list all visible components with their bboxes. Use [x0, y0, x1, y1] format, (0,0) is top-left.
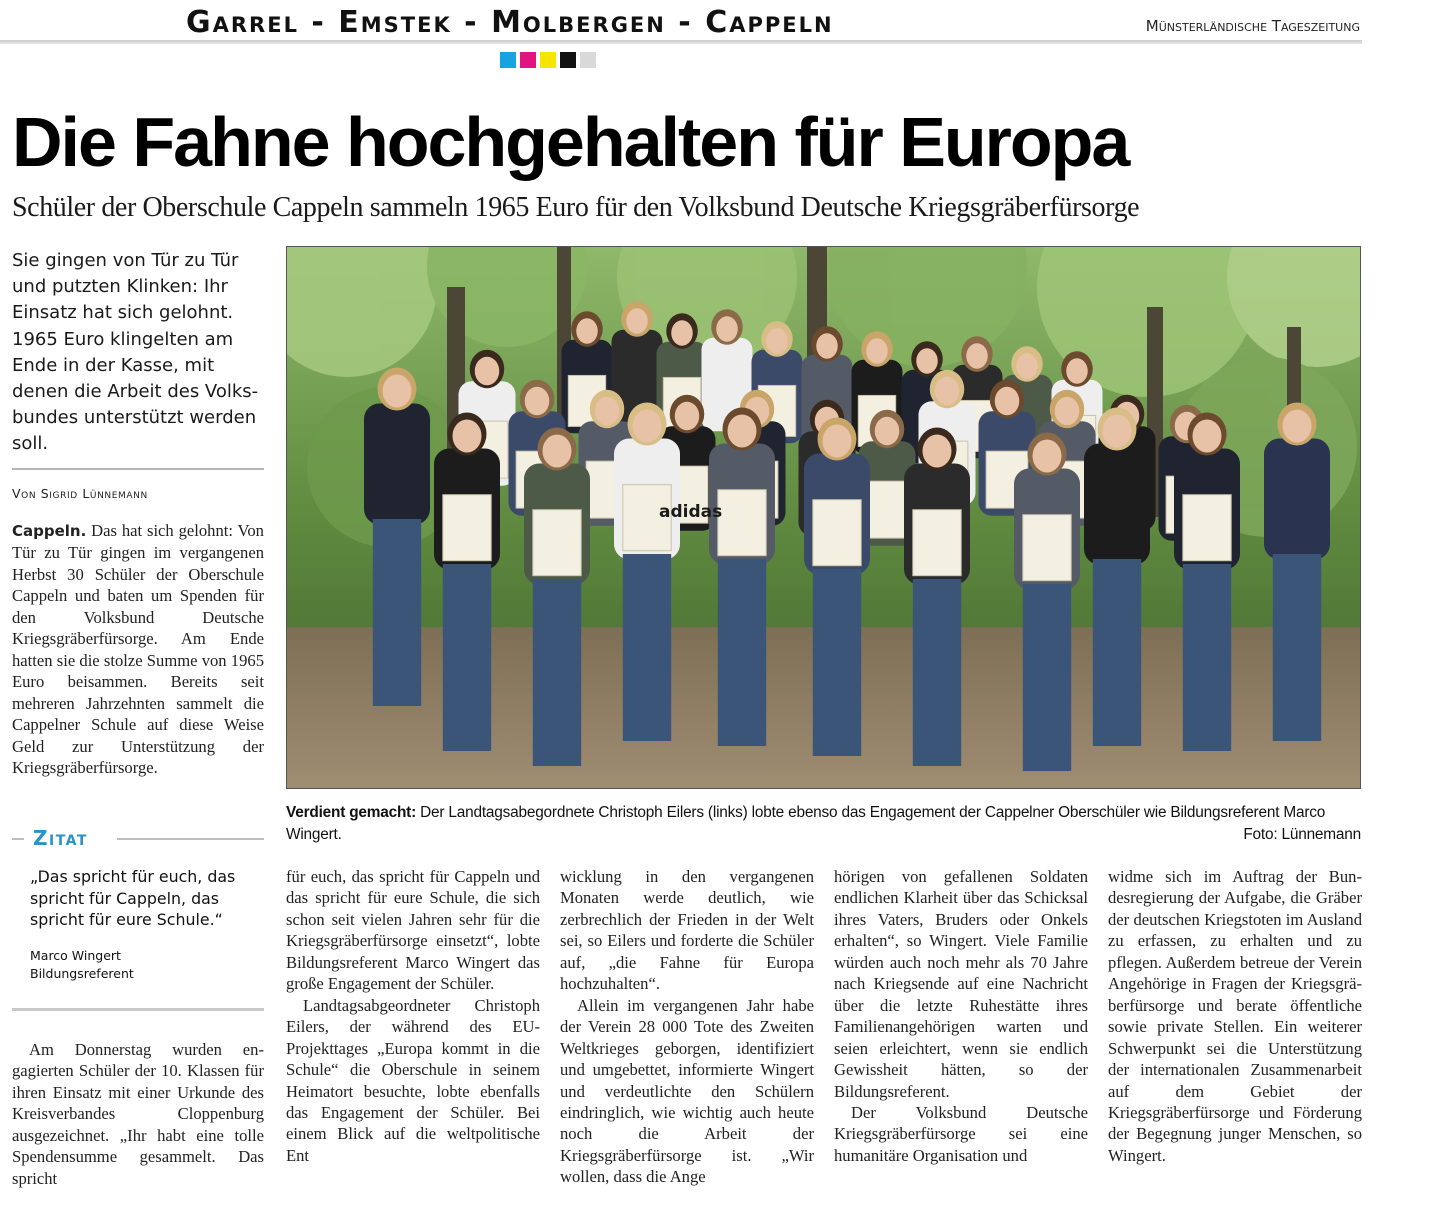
color-mark-yellow: [540, 52, 556, 68]
body-column-1: Am Donnerstag wurden engagierten Schüler der 10. Klassen für ihren Einsatz mit einer Urkunde des Kreisverbandes Cloppenburg ausgezeichnet. „Ihr habt eine tolle Spendensumme gesammelt. Das spricht: [12, 1040, 264, 1188]
group-photo-illustration: [287, 247, 1361, 789]
body-paragraph: widme sich im Auftrag der Bundesregierung der Aufgabe, die Gräber der deutschen Kriegstoten im Ausland zu erfassen, zu erhalten und zu pflegen. Außerdem betreue der Verein Angehörige in Fragen der Kriegsgräberfürsorge und berate öffentliche sowie private Stellen. Ein weiterer Schwerpunkt sei die Unterstützung der internationalen Zusammenarbeit auf dem Gebiet der Kriegsgräberfürsorge und Förderung der Begegnung junger Menschen, so Wingert.: [1108, 867, 1362, 1165]
person: [1264, 403, 1330, 742]
article-intro: [12, 520, 264, 778]
quote-divider-right: [117, 838, 264, 840]
article-subheadline: Schüler der Oberschule Cappeln sammeln 1965 Euro für den Volksbund Deutsche Kriegsgräberfürsorge: [12, 192, 1140, 223]
person: [709, 408, 775, 747]
quote-header: [12, 826, 264, 850]
group-photo: [286, 246, 1361, 789]
certificate: [913, 510, 961, 576]
intro-text: Das hat sich gelohnt: Von Tür zu Tür gingen im vergangenen Herbst 30 Schüler der Oberschule Cappeln und baten um Spenden für den Volksbund Deutsche Kriegsgräberfürsorge. Am Ende hatten sie die stolze Summe von 1965 Euro beisammen. Bereits seit mehreren Jahrzehnten sammelt die Cappelner Schule auf diese Weise Geld zur Unterstützung der Kriegsgräberfürsorge.: [12, 521, 264, 777]
caption-label: Verdient gemacht:: [286, 804, 417, 821]
color-mark-gray: [580, 52, 596, 68]
section-title: Garrel - Emstek - Molbergen - Cappeln: [186, 5, 834, 40]
body-paragraph: für euch, das spricht für Cappeln und das spricht für eure Schule, die sich schon seit vielen Jahren sehr für die Kriegsgräberfürsorge einsetzt“, lobte Bildungsreferent Marco Wingert das große Engagement der Schüler.: [286, 867, 540, 994]
lead-divider: [12, 468, 264, 470]
quote-author: [30, 947, 262, 982]
quote-divider-left: [12, 838, 24, 840]
person: [1174, 413, 1240, 752]
newspaper-name: Münsterländische Tageszeitung: [1145, 17, 1360, 35]
header-divider: [0, 40, 1362, 44]
person: [1084, 408, 1150, 747]
caption-text: Der Landtagsabegordnete Christoph Eilers (links) lobte ebenso das Engagement der Cappelner Oberschüler wie Bildungsreferent Marco Wingert.: [286, 804, 1326, 843]
color-mark-black: [560, 52, 576, 68]
dateline: Cappeln.: [12, 522, 87, 540]
body-paragraph: hörigen von gefallenen Soldaten endlichen Klarheit über das Schicksal ihres Vaters, Bruders oder Onkels erhalten“, so Wingert. Viele Familie würden auch noch mehr als 70 Jahre nach Kriegsende auf eine Nachricht über die letzte Ruhestätte ihres Familienangehörigen warten und seien erleichtert, wenn sie endlich Gewissheit hätten, so der Bildungsreferent.: [834, 867, 1088, 1101]
certificate: [718, 490, 766, 556]
body-column-5: [1108, 866, 1362, 1166]
photo-caption: [286, 802, 1361, 845]
photo-credit: Foto: Lünnemann: [1243, 825, 1361, 843]
body-column-3: [560, 866, 814, 1188]
body-paragraph: Landtagsabgeordneter Christoph Eilers, der während des EU-Projekttages „Europa kommt in die Schule“ die Oberschule in seinem Heimatort besuchte, lobte ebenfalls das Engagement der Schüler. Bei einem Blick auf die weltpolitische Ent: [286, 995, 540, 1165]
certificate: [443, 495, 491, 561]
certificate: [1183, 495, 1231, 561]
quote-author-name: Marco Wingert: [30, 948, 121, 963]
body-paragraph: Allein im vergangenen Jahr habe der Verein 28 000 Tote des Zweiten Weltkrieges geborgen, identifiziert und umgebettet, informierte Wingert und verdeutlichte den Schülern eindringlich, wie wichtig auch heute noch die Arbeit der Kriegsgräberfürsorge ist. „Wir wollen, dass die Ange: [560, 995, 814, 1187]
quote-divider-bottom: [12, 1008, 264, 1011]
article-headline: Die Fahne hochgehalten für Europa: [12, 103, 1129, 181]
certificate: [1023, 515, 1071, 581]
quote-label: Zitat: [33, 826, 88, 850]
print-color-marks: [500, 52, 596, 68]
shirt-print: adidas: [659, 502, 723, 522]
person: [524, 428, 590, 767]
quote-text: „Das spricht für euch, das spricht für Cappeln, das spricht für eure Schule.“: [30, 867, 236, 930]
person: [804, 418, 870, 757]
person: [434, 413, 500, 752]
body-column-4: [834, 866, 1088, 1166]
person: [904, 428, 970, 767]
certificate: [866, 481, 908, 538]
color-mark-cyan: [500, 52, 516, 68]
body-column-2: [286, 866, 540, 1166]
article-byline: Von Sigrid Lünnemann: [12, 486, 148, 501]
person: [1014, 433, 1080, 772]
body-paragraph: Der Volksbund Deutsche Kriegsgräberfürsorge sei eine humanitäre Organisation und: [834, 1102, 1088, 1165]
certificate: [813, 500, 861, 566]
body-paragraph: wicklung in den vergangenen Monaten werde deutlich, wie zerbrechlich der Frieden in der Welt sei, so Eilers und forderte die Schüler auf, „die Fahne für Europa hochzuhalten“.: [560, 867, 814, 994]
person: [364, 368, 430, 707]
color-mark-magenta: [520, 52, 536, 68]
person: [614, 403, 680, 742]
article-lead: Sie gingen von Tür zu Tür und putzten Klinken: Ihr Einsatz hat sich gelohnt. 1965 Euro klingelten am Ende in der Kasse, mit denen die Arbeit des Volksbundes unterstützt werden soll.: [12, 250, 259, 455]
certificate: [533, 510, 581, 576]
quote-author-role: Bildungsreferent: [30, 965, 134, 981]
